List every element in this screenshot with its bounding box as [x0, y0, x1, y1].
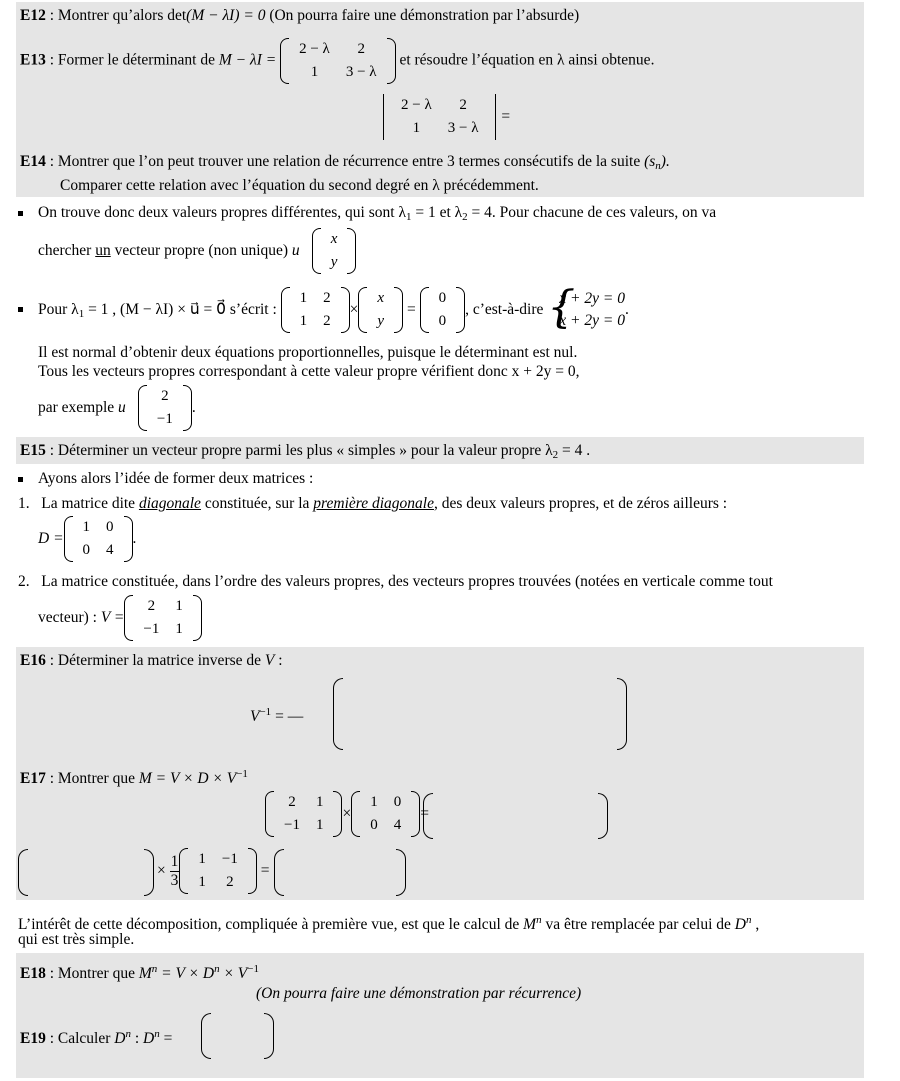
e17-result1-left-paren	[423, 793, 433, 839]
e13-line: E13 : Former le déterminant de M − λI = 2 − λ 2 1 3 − λ et résoudre l’équation en λ ainsi obtenue.	[20, 38, 654, 84]
e18-line: E18 : Montrer que $M^n = V \times D^n \times V^{-1}$	[20, 963, 259, 982]
e15-line: E15 : Déterminer un vecteur propre parmi les plus « simples » pour la valeur propre $\lambda_2 = 4$ .	[20, 442, 591, 461]
p1-line2: chercher un vecteur propre (non unique) u⃗ x y	[38, 228, 356, 274]
e17-result3-left-paren	[274, 849, 284, 896]
e17-line: E17 : Montrer que $M = V \times D \times V^{-1}$	[20, 768, 248, 787]
n2-line2: vecteur) : V = 2 1 −1 1	[38, 595, 202, 641]
inverse-matrix-left-paren	[333, 678, 343, 750]
vector-u-matrix: x y	[312, 228, 357, 274]
eigenvector-matrix-v: 2 1 −1 1	[124, 595, 201, 641]
dn-left-paren	[201, 1013, 211, 1059]
e17-result2-left-paren	[18, 849, 28, 896]
e17-product: 2 1 −1 1 × 1 0 0 4 =	[265, 791, 429, 837]
e19-line: E19 : Calculer $D^n$ : $D^n$ =	[20, 1028, 173, 1047]
e12-label: E12	[20, 7, 46, 24]
e17-result3-right-paren	[396, 849, 406, 896]
p2-matrix-zero: 0 0	[420, 287, 466, 333]
e17-product2: × $\frac{1}{3}$ 1 −1 1 2 =	[157, 847, 269, 895]
p3-line3: par exemple u⃗ 2 −1 .	[38, 385, 196, 431]
e16-line: E16 : Déterminer la matrice inverse de V :	[20, 652, 283, 669]
e12-line: E12 : Montrer qu’alors det(M − λI) = 0 (On pourra faire une démonstration par l’absurde)	[20, 7, 580, 24]
e17-matrix-v: 2 1 −1 1	[265, 791, 342, 837]
p2-system: { x + 2y = 0 x + 2y = 0	[547, 282, 625, 334]
bullet	[18, 307, 23, 312]
e19-label: E19	[20, 1030, 46, 1047]
e17-result2-right-paren	[144, 849, 154, 896]
e14-label: E14	[20, 153, 46, 170]
p4-line: Ayons alors l’idée de former deux matrices :	[38, 470, 314, 487]
p2-line: Pour $\lambda_1 = 1$ , (M − λI) × u⃗ = 0⃗ s’écrit : 1 2 1 2 × x y = 0 0 , c’est-à-dire { x + 2y = 0 x + 2y = 0 .	[38, 282, 629, 334]
e17-matrix-vinv: 1 −1 1 2	[179, 848, 256, 894]
fraction-one-third: $\frac{1}{3}$	[170, 852, 179, 889]
n2-line1: 2. La matrice constituée, dans l’ordre des valeurs propres, des vecteurs propres trouvées (notées en verticale comme tout	[18, 573, 773, 590]
e13-label: E13	[20, 51, 46, 69]
e17-result1-right-paren	[598, 793, 608, 839]
bullet	[18, 477, 23, 482]
p3-line2: Tous les vecteurs propres correspondant à cette valeur propre vérifient donc x + 2y = 0,	[38, 363, 580, 380]
e16-label: E16	[20, 652, 46, 669]
p2-matrix-a: 1 2 1 2	[281, 287, 350, 333]
e13-matrix: 2 − λ 2 1 3 − λ	[280, 38, 395, 84]
e14-line1: E14 : Montrer que l’on peut trouver une relation de récurrence entre 3 termes consécutifs de la suite $(s_n)$.	[20, 153, 670, 172]
p2-matrix-x: x y	[358, 287, 403, 333]
e14-line2: Comparer cette relation avec l’équation du second degré en λ précédemment.	[60, 177, 539, 194]
e15-label: E15	[20, 442, 46, 459]
e16-inverse: $V^{-1}$ = —	[250, 706, 304, 725]
e18-note: (On pourra faire une démonstration par récurrence)	[256, 985, 582, 1002]
p1-line1: On trouve donc deux valeurs propres différentes, qui sont $\lambda_1 = 1$ et $\lambda_2 = 4$. Pour chacune de ces valeurs, on va	[38, 204, 717, 223]
p3-line1: Il est normal d’obtenir deux équations proportionnelles, puisque le déterminant est nul.	[38, 344, 578, 361]
e17-matrix-d: 1 0 0 4	[351, 791, 420, 837]
p5-line1: L’intérêt de cette décomposition, compliquée à première vue, est que le calcul de $M^n$ va être remplacée par celui de $D^n$ ,	[18, 914, 760, 933]
diagonal-matrix-d: 1 0 0 4	[64, 516, 133, 562]
n1-line2: D = 1 0 0 4 .	[38, 516, 136, 562]
dn-right-paren	[264, 1013, 274, 1059]
example-vector-matrix: 2 −1	[138, 385, 192, 431]
n1-line1: 1. La matrice dite diagonale constituée, sur la première diagonale, des deux valeurs propres, et de zéros ailleurs :	[18, 495, 728, 512]
e18-label: E18	[20, 965, 46, 982]
bullet	[18, 211, 23, 216]
e13-det-matrix: 2 − λ 2 1 3 − λ	[382, 94, 497, 140]
inverse-matrix-right-paren	[617, 678, 627, 750]
e17-label: E17	[20, 770, 46, 787]
e13-determinant: 2 − λ 2 1 3 − λ =	[382, 94, 510, 140]
p5-line2: qui est très simple.	[18, 931, 135, 948]
